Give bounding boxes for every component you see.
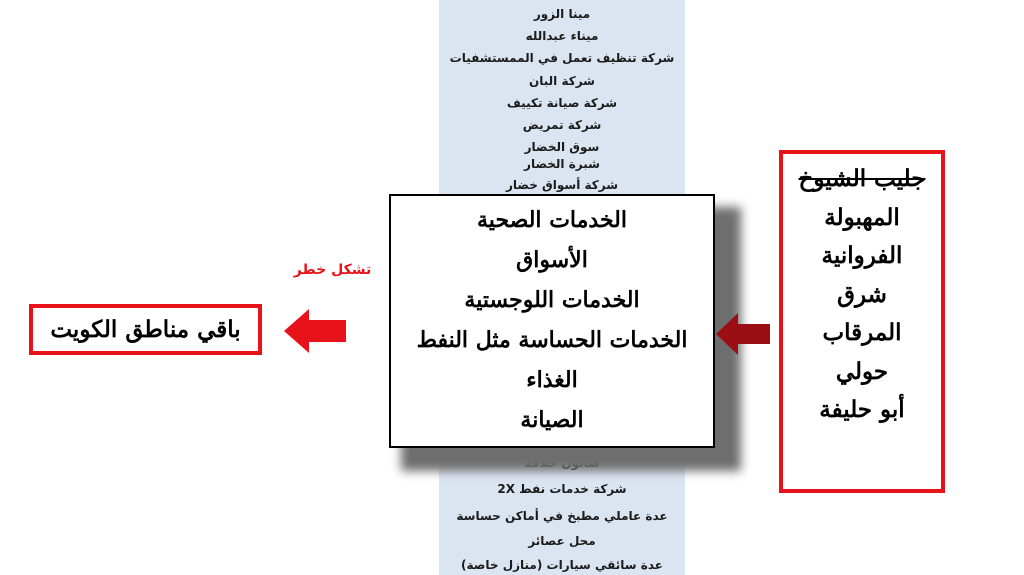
- sectors-box: [389, 194, 715, 448]
- list-item: عدة سائقي سيارات (منازل خاصة): [461, 558, 663, 572]
- sector-item: الأسواق: [516, 247, 588, 273]
- risk-label: تشكل خطر: [293, 262, 372, 278]
- list-item: ميناء عبدالله: [525, 29, 599, 43]
- sector-item: الخدمات الحساسة مثل النفط: [416, 327, 688, 353]
- destination-label: باقي مناطق الكويت: [50, 316, 241, 343]
- area-item: شرق: [837, 280, 887, 308]
- list-item: شركة تنظيف تعمل في الممستشفيات: [449, 51, 675, 65]
- list-item: شركة تمريض: [522, 118, 602, 132]
- list-item: شركة صيانة تكييف: [506, 96, 618, 110]
- list-item: شركة أسواق خضار: [505, 178, 619, 192]
- list-item: عدة عاملي مطبخ في أماكن حساسة: [456, 509, 668, 523]
- area-item: أبو حليفة: [819, 396, 905, 423]
- list-item: محل عصائر: [528, 534, 596, 548]
- sector-item: الغذاء: [526, 367, 578, 393]
- arrow-left-icon: [284, 309, 346, 353]
- area-item: المرقاب: [822, 319, 902, 346]
- list-item: شركة خدمات نفط 2X: [497, 482, 627, 496]
- area-item: الفروانية: [821, 242, 903, 269]
- arrow-left-icon: [716, 313, 770, 355]
- area-item: حولي: [835, 357, 889, 385]
- list-item: مينا الزور: [533, 7, 591, 21]
- sector-item: الخدمات الصحية: [477, 207, 627, 233]
- list-item: شركة البان: [529, 74, 595, 88]
- sector-item: الخدمات اللوجستية: [464, 287, 640, 313]
- area-item: جليب الشيوخ: [798, 165, 926, 192]
- area-item: المهبولة: [824, 203, 900, 231]
- areas-box: [779, 150, 945, 493]
- list-item: شبرة الخضار: [524, 157, 600, 171]
- sector-item: الصيانة: [520, 407, 584, 433]
- destination-box: [29, 304, 262, 355]
- list-item: سوق الخضار: [524, 140, 600, 154]
